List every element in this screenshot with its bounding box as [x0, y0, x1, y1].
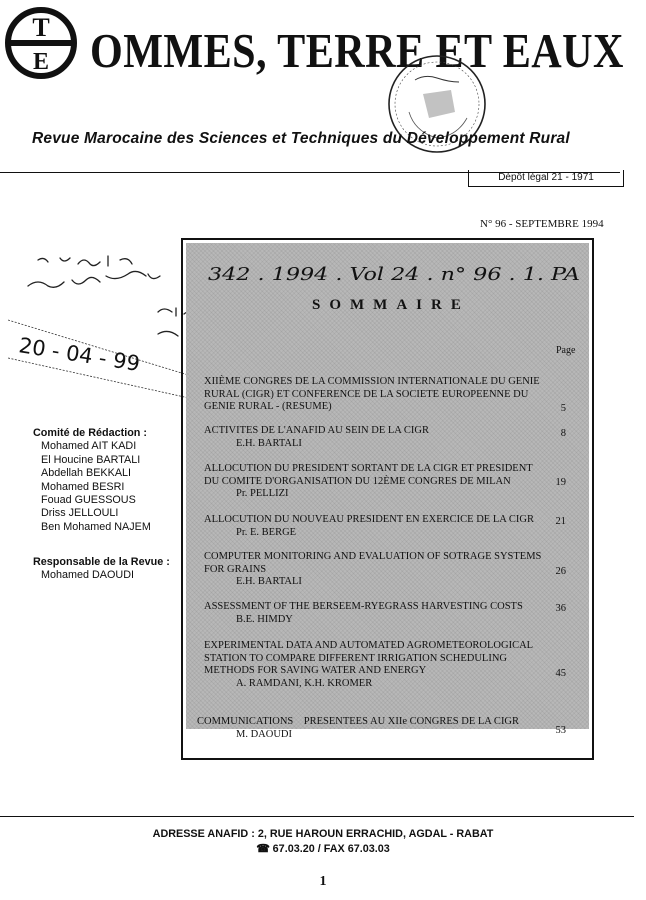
logo-letter-e: E	[32, 49, 50, 75]
journal-responsable	[33, 556, 170, 583]
communications-label: COMMUNICATIONS	[197, 716, 294, 727]
publisher-phone-fax: ☎ 67.03.20 / FAX 67.03.03	[256, 843, 390, 855]
committee-member: Ben Mohamed NAJEM	[41, 520, 151, 533]
toc-entry-title: COMPUTER MONITORING AND EVALUATION OF SOTRAGE SYSTEMS FOR GRAINS	[204, 551, 542, 575]
toc-entry-page: 8	[560, 428, 566, 439]
toc-entry-author: B.E. HIMDY	[236, 613, 293, 625]
sommaire-title: SOMMAIRE	[312, 297, 470, 313]
toc-entry	[204, 376, 542, 414]
communications-title: PRESENTEES AU XIIe CONGRES DE LA CIGR	[303, 716, 520, 727]
committee-member: Mohamed BESRI	[41, 480, 125, 493]
toc-entry	[204, 463, 542, 501]
toc-entry-title: ALLOCUTION DU PRESIDENT SORTANT DE LA CIGR ET PRESIDENT DU COMITE D'ORGANISATION DU 12ÈME CONGRES DE MILAN	[204, 463, 533, 487]
toc-entry-title: ACTIVITES DE L'ANAFID AU SEIN DE LA CIGR	[204, 425, 430, 436]
toc-entry-author: A. RAMDANI, K.H. KROMER	[236, 677, 373, 689]
communications-author: M. DAOUDI	[236, 729, 292, 740]
footer-rule	[0, 816, 634, 817]
page-column-label: Page	[556, 345, 576, 356]
journal-subtitle: Revue Marocaine des Sciences et Techniques du Développement Rural	[32, 130, 570, 147]
issue-number: N° 96 - SEPTEMBRE 1994	[480, 218, 604, 230]
committee-member: Mohamed AIT KADI	[41, 440, 137, 453]
responsable-title: Responsable de la Revue :	[33, 556, 170, 568]
toc-entry	[204, 551, 542, 589]
editorial-committee	[33, 427, 151, 534]
committee-member: Abdellah BEKKALI	[41, 467, 132, 480]
toc-entry-page: 36	[555, 603, 566, 614]
toc-entry-title: ASSESSMENT OF THE BERSEEM-RYEGRASS HARVESTING COSTS	[204, 601, 523, 612]
committee-title: Comité de Rédaction :	[33, 427, 147, 439]
depot-legal-box: Dépôt légal 21 - 1971	[468, 170, 624, 187]
toc-entry-author: Pr. E. BERGE	[236, 526, 297, 538]
toc-entry-author: E.H. BARTALI	[236, 576, 302, 588]
toc-entry	[204, 640, 542, 690]
toc-entry-page: 21	[555, 516, 566, 527]
toc-entry	[204, 425, 542, 450]
handwritten-reference-text: 342 . 1994 . Vol 24 . n° 96 . 1. PA	[208, 264, 580, 285]
communications-page: 53	[555, 725, 566, 736]
toc-entry-author: E.H. BARTALI	[236, 437, 302, 449]
toc-entry-page: 5	[560, 403, 566, 414]
handwritten-date: 20 - 04 - 99	[17, 333, 142, 377]
committee-member: Driss JELLOULI	[41, 507, 119, 520]
page-number: 1	[319, 874, 327, 889]
toc-entry	[204, 514, 542, 539]
communications-entry	[197, 716, 519, 727]
handwritten-date-stamp	[8, 250, 198, 400]
committee-member: El Houcine BARTALI	[41, 453, 141, 466]
toc-entry-title: ALLOCUTION DU NOUVEAU PRESIDENT EN EXERCICE DE LA CIGR	[204, 514, 534, 525]
toc-entry-page: 19	[555, 477, 566, 488]
journal-title: OMMES, TERRE ET EAUX	[90, 23, 624, 78]
logo-letter-t: T	[32, 13, 50, 42]
committee-member: Fouad GUESSOUS	[41, 494, 136, 507]
handwritten-reference	[206, 250, 586, 290]
toc-entry	[204, 601, 542, 626]
responsable-name: Mohamed DAOUDI	[41, 569, 135, 582]
toc-entry-page: 45	[555, 668, 566, 679]
toc-entry-page: 26	[555, 566, 566, 577]
publisher-address: ADRESSE ANAFID : 2, RUE HAROUN ERRACHID, AGDAL - RABAT	[152, 828, 494, 840]
toc-entry-author: Pr. PELLIZI	[236, 488, 289, 500]
toc-entry-title: EXPERIMENTAL DATA AND AUTOMATED AGROMETEOROLOGICAL STATION TO COMPARE DIFFERENT IRRIGATION SCHEDULING METHODS FOR SAVING WATER AND ENERGY	[204, 640, 533, 677]
toc-entry-title: XIIÈME CONGRES DE LA COMMISSION INTERNATIONALE DU GENIE RURAL (CIGR) ET CONFERENCE DE LA SOCIETE EUROPEENNE DU GENIE RURAL - (RESUME)	[204, 376, 540, 413]
journal-logo	[4, 6, 78, 80]
